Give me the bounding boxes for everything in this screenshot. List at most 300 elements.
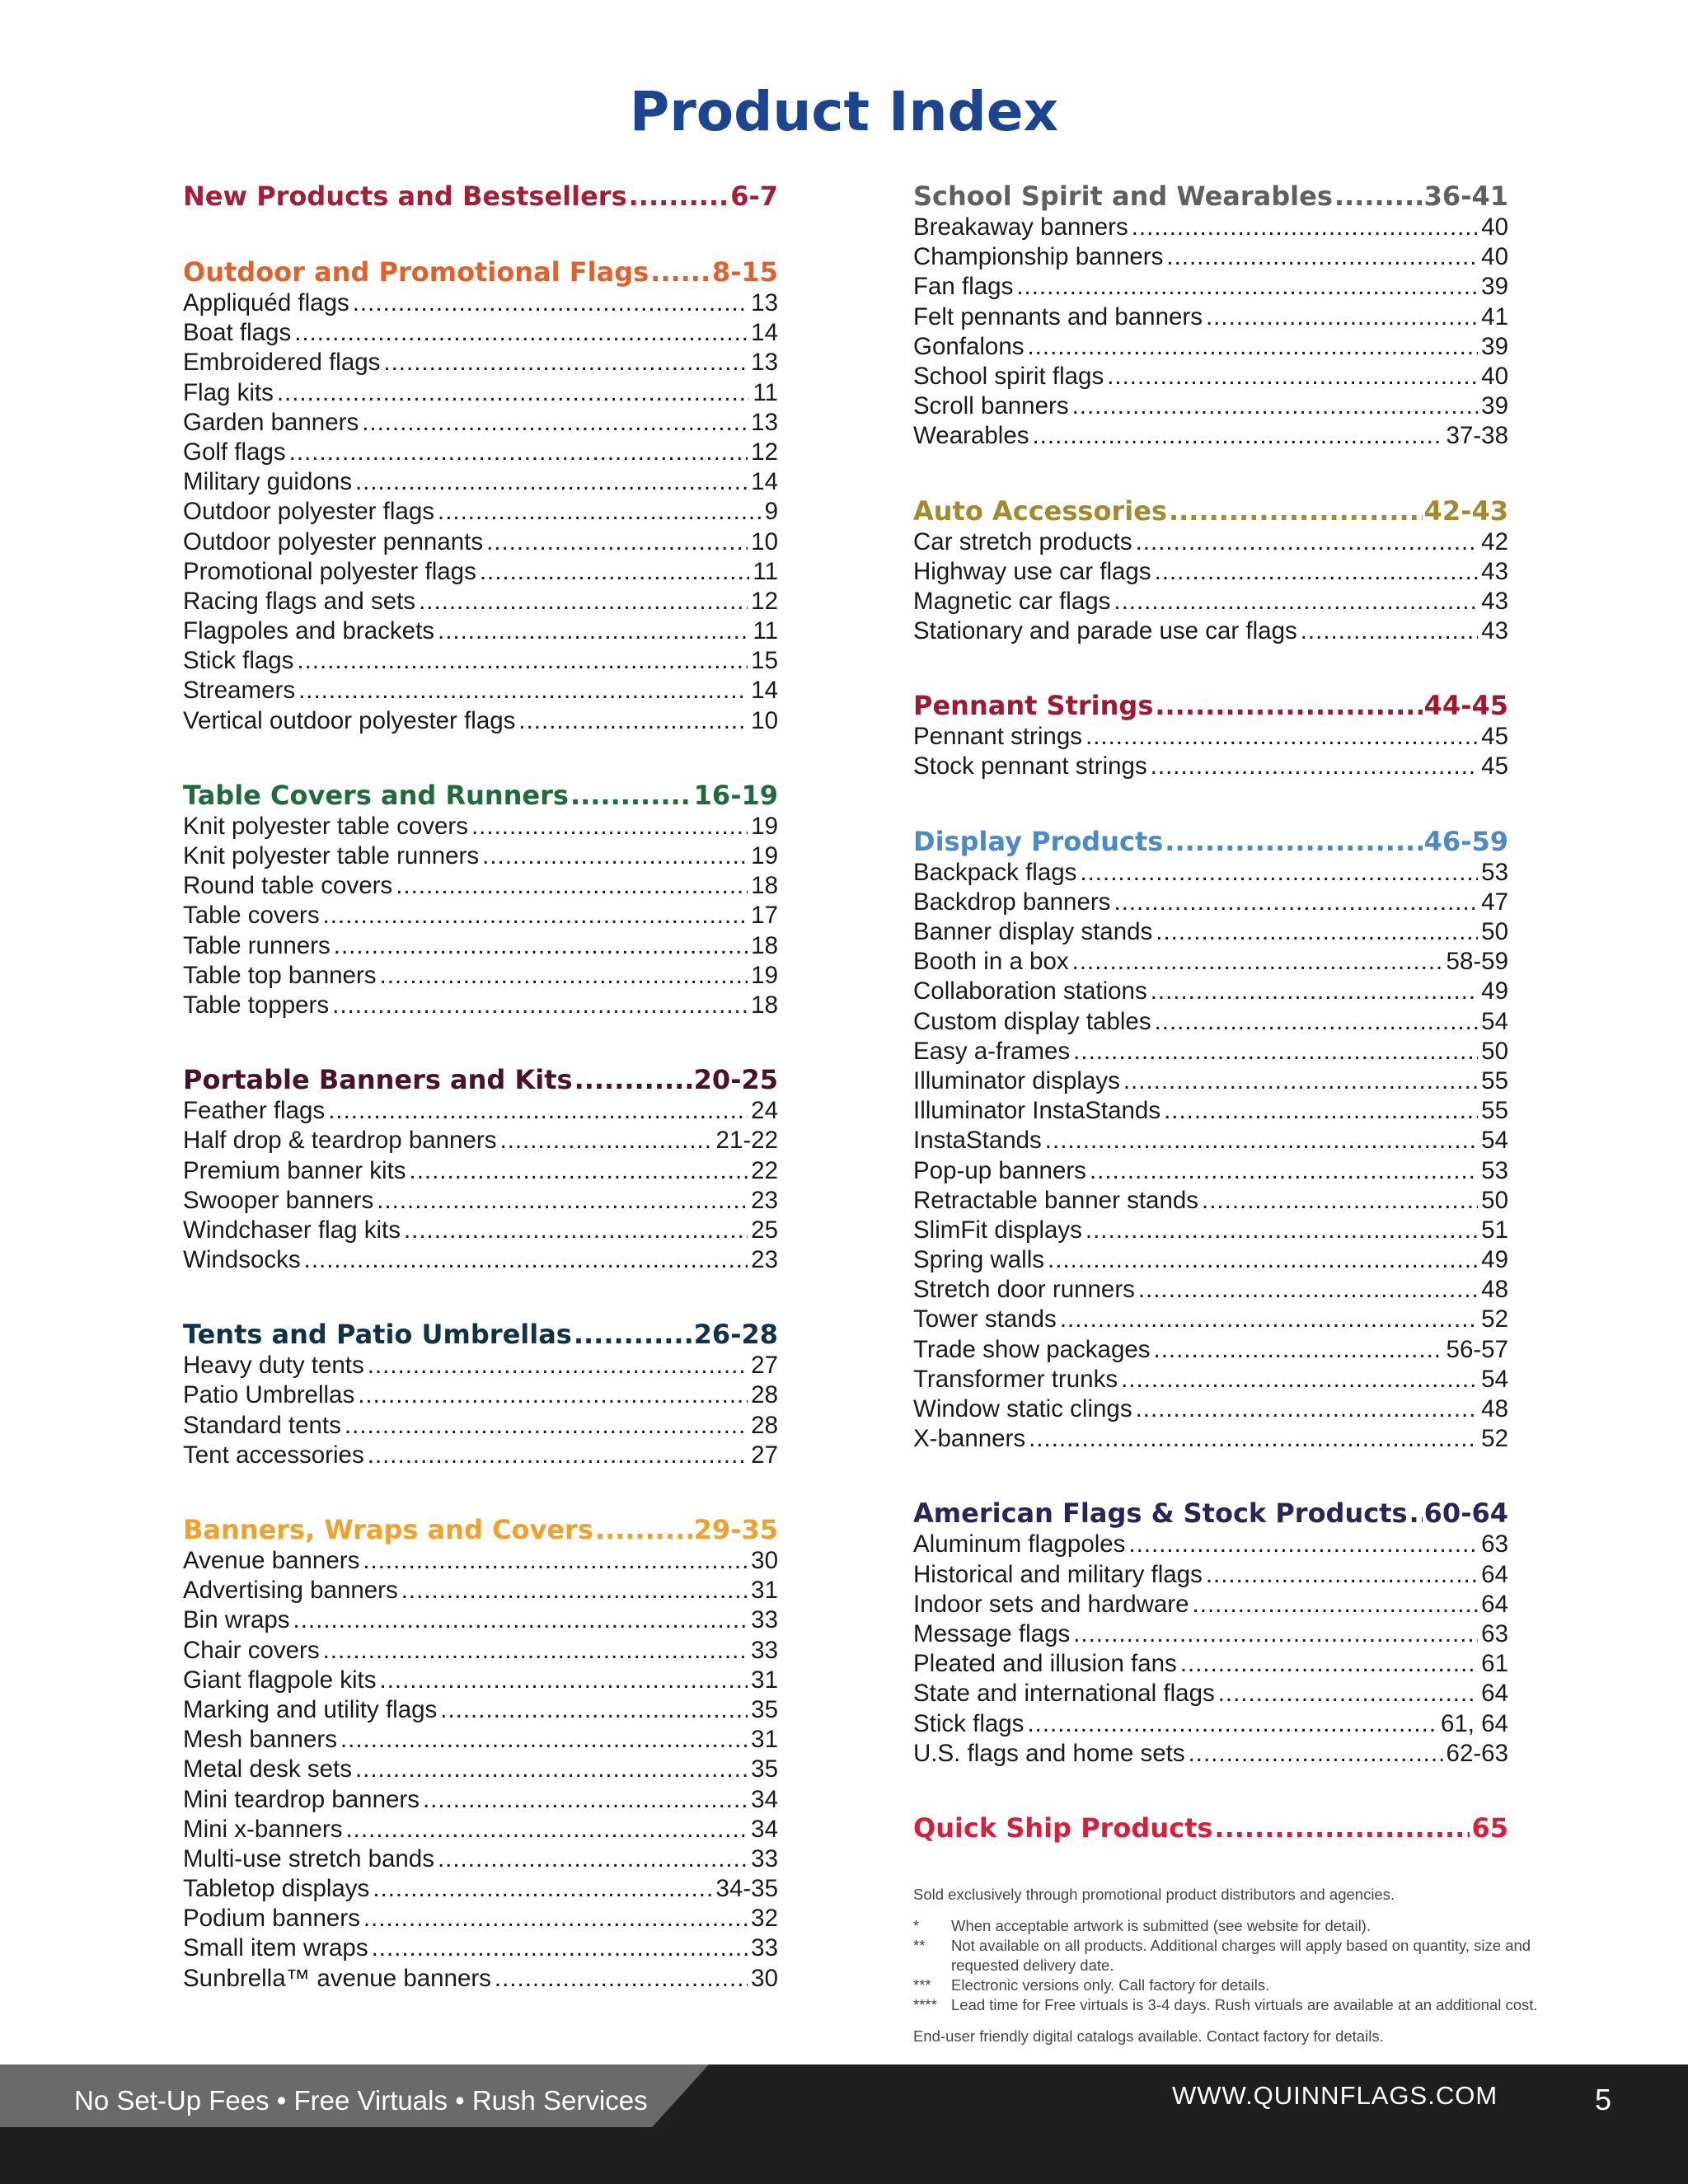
leader-dots: [1027, 1709, 1437, 1739]
entry-page: 40: [1481, 213, 1508, 241]
entry-label: Table toppers: [183, 991, 330, 1019]
entry-label: Sunbrella™ avenue banners: [183, 1964, 491, 1992]
index-entry[interactable]: [913, 1156, 1508, 1186]
page-title: Product Index: [629, 80, 1059, 143]
entry-label: Tower stands: [913, 1305, 1057, 1333]
entry-page: 41: [1481, 302, 1508, 330]
index-entry[interactable]: [183, 1636, 778, 1666]
index-entry[interactable]: [183, 676, 778, 705]
entry-page: 54: [1481, 1007, 1508, 1035]
leader-dots: [486, 527, 748, 557]
index-entry[interactable]: [913, 858, 1508, 888]
section-pages: 60-64: [1423, 1497, 1508, 1530]
section-heading[interactable]: [183, 1063, 778, 1096]
index-entry[interactable]: [183, 1351, 778, 1380]
entry-label: Scroll banners: [913, 392, 1069, 420]
entry-page: 47: [1481, 888, 1508, 916]
entry-page: 40: [1481, 243, 1508, 271]
leader-dots: [358, 1380, 748, 1410]
index-section: [913, 180, 1508, 452]
section-pages: 26-28: [693, 1319, 778, 1351]
entry-page: 43: [1481, 557, 1508, 585]
index-entry[interactable]: [183, 1441, 778, 1470]
entry-label: Historical and military flags: [913, 1560, 1203, 1588]
footnote-mark: ****: [913, 1996, 937, 2013]
index-entry[interactable]: [183, 1904, 778, 1933]
footer-bar: [0, 2064, 1688, 2184]
index-entry[interactable]: [183, 288, 778, 318]
leader-dots: [1206, 1560, 1478, 1590]
entry-label: Booth in a box: [913, 948, 1069, 976]
index-entry[interactable]: [913, 1739, 1508, 1769]
index-entry[interactable]: [913, 947, 1508, 977]
entry-label: Tabletop displays: [183, 1875, 370, 1903]
entry-page: 50: [1481, 1037, 1508, 1065]
entry-label: Mini teardrop banners: [183, 1785, 420, 1813]
index-entry[interactable]: [183, 931, 778, 961]
index-entry[interactable]: [183, 841, 778, 871]
entry-label: Military guidons: [183, 468, 352, 496]
entry-label: Spring walls: [913, 1246, 1045, 1274]
leader-dots: [438, 616, 749, 646]
entry-label: Feather flags: [183, 1097, 326, 1125]
entry-label: Podium banners: [183, 1905, 360, 1933]
entry-label: Indoor sets and hardware: [913, 1590, 1189, 1618]
index-entry[interactable]: [183, 1216, 778, 1245]
entry-page: 35: [751, 1695, 778, 1723]
leader-dots: [1029, 1424, 1478, 1454]
leader-dots: [1073, 1619, 1478, 1649]
entry-page: 54: [1481, 1127, 1508, 1155]
index-entry[interactable]: [183, 408, 778, 438]
index-entry[interactable]: [913, 722, 1508, 752]
entry-page: 50: [1481, 918, 1508, 945]
entry-page: 14: [751, 677, 778, 705]
entry-label: SlimFit displays: [913, 1216, 1082, 1244]
entry-label: Transformer trunks: [913, 1365, 1118, 1393]
section-heading[interactable]: [183, 779, 778, 812]
leader-dots: [1151, 977, 1478, 1006]
index-entry[interactable]: [913, 1096, 1508, 1126]
entry-page: 33: [751, 1606, 778, 1634]
index-entry[interactable]: [183, 1815, 778, 1844]
index-entry[interactable]: [913, 421, 1508, 451]
leader-dots: [410, 1156, 748, 1186]
entry-page: 62-63: [1446, 1739, 1508, 1767]
index-entry[interactable]: [913, 1216, 1508, 1245]
leader-dots: [1123, 1066, 1478, 1096]
index-entry[interactable]: [913, 587, 1508, 616]
section-title: Outdoor and Promotional Flags: [183, 256, 649, 288]
entry-label: Championship banners: [913, 243, 1164, 271]
index-entry[interactable]: [913, 1679, 1508, 1708]
footnote-mark: **: [913, 1937, 926, 1954]
index-entry[interactable]: [913, 1007, 1508, 1037]
entry-page: 64: [1481, 1560, 1508, 1588]
entry-page: 27: [751, 1441, 778, 1469]
entry-label: Breakaway banners: [913, 213, 1128, 241]
entry-label: Pop-up banners: [913, 1156, 1086, 1184]
entry-page: 11: [753, 378, 778, 406]
index-entry[interactable]: [183, 1605, 778, 1635]
leader-dots: [1136, 527, 1479, 557]
leader-dots: [1027, 332, 1478, 362]
index-entry[interactable]: [913, 1590, 1508, 1619]
leader-dots: [1166, 242, 1478, 272]
section-heading[interactable]: [913, 1811, 1508, 1844]
index-entry[interactable]: [183, 706, 778, 736]
index-entry[interactable]: [183, 871, 778, 901]
entry-page: 19: [751, 812, 778, 840]
index-entry[interactable]: [913, 1335, 1508, 1365]
entry-label: Appliquéd flags: [183, 289, 349, 316]
entry-page: 45: [1481, 723, 1508, 751]
entry-label: Collaboration stations: [913, 977, 1147, 1005]
index-entry[interactable]: [913, 1186, 1508, 1216]
section-pages: 44-45: [1423, 690, 1508, 722]
entry-label: Mesh banners: [183, 1726, 337, 1754]
entry-label: Boat flags: [183, 319, 292, 347]
index-section: [183, 255, 778, 736]
index-entry[interactable]: [183, 378, 778, 408]
entry-page: 23: [751, 1186, 778, 1214]
section-pages: 36-41: [1423, 180, 1508, 212]
index-entry[interactable]: [183, 1933, 778, 1963]
index-entry[interactable]: [913, 752, 1508, 781]
leader-dots: [289, 438, 748, 467]
index-entry[interactable]: [183, 901, 778, 930]
entry-page: 39: [1481, 273, 1508, 301]
leader-dots: [650, 255, 710, 288]
section-heading[interactable]: [183, 1513, 778, 1546]
leader-dots: [1138, 1275, 1478, 1305]
leader-dots: [293, 1605, 748, 1635]
index-section: [913, 494, 1508, 647]
leader-dots: [1090, 1156, 1478, 1186]
entry-label: Backpack flags: [913, 858, 1077, 886]
leader-dots: [340, 1725, 748, 1755]
leader-dots: [1155, 557, 1479, 587]
index-entry[interactable]: [913, 1126, 1508, 1155]
footnote: [913, 1975, 1589, 1995]
index-entry[interactable]: [913, 362, 1508, 391]
leader-dots: [1206, 302, 1478, 332]
index-section: [183, 1063, 778, 1275]
entry-page: 54: [1481, 1365, 1508, 1393]
index-entry[interactable]: [183, 1576, 778, 1605]
entry-label: Promotional polyester flags: [183, 557, 476, 585]
entry-page: 64: [1481, 1590, 1508, 1618]
index-entry[interactable]: [913, 1305, 1508, 1334]
leader-dots: [1121, 1365, 1478, 1394]
index-entry[interactable]: [913, 1037, 1508, 1066]
index-entry[interactable]: [183, 497, 778, 527]
index-entry[interactable]: [183, 616, 778, 646]
leader-dots: [1072, 391, 1479, 421]
leader-dots: [518, 706, 748, 736]
entry-label: Flag kits: [183, 378, 274, 406]
index-entry[interactable]: [913, 1649, 1508, 1679]
index-entry[interactable]: [913, 1560, 1508, 1590]
index-entry[interactable]: [183, 438, 778, 467]
index-entry[interactable]: [183, 1725, 778, 1755]
entry-page: 50: [1481, 1186, 1508, 1214]
index-entry[interactable]: [183, 991, 778, 1020]
index-entry[interactable]: [913, 332, 1508, 362]
leader-dots: [1016, 272, 1478, 302]
leader-dots: [304, 1245, 748, 1275]
leader-dots: [595, 1513, 692, 1546]
section-pages: 20-25: [693, 1064, 778, 1096]
index-section: [183, 1318, 778, 1470]
footnote-text: When acceptable artwork is submitted (see website for detail).: [951, 1917, 1371, 1934]
section-pages: 65: [1471, 1811, 1508, 1844]
entry-label: Stationary and parade use car flags: [913, 617, 1297, 645]
section-title: Table Covers and Runners: [183, 779, 569, 811]
entry-page: 11: [753, 617, 778, 645]
index-entry[interactable]: [183, 467, 778, 497]
leader-dots: [1164, 1096, 1478, 1126]
index-entry[interactable]: [913, 1394, 1508, 1424]
leader-dots: [404, 1216, 748, 1245]
leader-dots: [1214, 1811, 1470, 1844]
entry-label: Table covers: [183, 902, 320, 930]
entry-label: Tent accessories: [183, 1441, 364, 1469]
leader-dots: [1193, 1590, 1479, 1619]
entry-label: Windsocks: [183, 1246, 301, 1274]
entry-label: Retractable banner stands: [913, 1186, 1199, 1214]
entry-page: 28: [751, 1411, 778, 1439]
entry-page: 22: [751, 1156, 778, 1184]
index-entry[interactable]: [183, 1186, 778, 1216]
leader-dots: [1180, 1649, 1478, 1679]
leader-dots: [499, 1126, 712, 1155]
index-entry[interactable]: [183, 1245, 778, 1275]
footnote-mark: *: [913, 1917, 920, 1934]
index-entry[interactable]: [913, 272, 1508, 302]
leader-dots: [383, 348, 748, 377]
index-entry[interactable]: [183, 1844, 778, 1874]
index-entry[interactable]: [913, 242, 1508, 272]
leader-dots: [1301, 616, 1478, 646]
entry-page: 25: [751, 1216, 778, 1244]
entry-page: 18: [751, 931, 778, 959]
entry-page: 53: [1481, 858, 1508, 886]
leader-dots: [377, 1186, 748, 1216]
entry-label: Highway use car flags: [913, 557, 1151, 585]
index-entry[interactable]: [913, 1709, 1508, 1739]
index-entry[interactable]: [913, 917, 1508, 947]
index-entry[interactable]: [183, 1755, 778, 1784]
section-heading[interactable]: [913, 494, 1508, 527]
index-entry[interactable]: [913, 1530, 1508, 1559]
footnote: [913, 1916, 1589, 1936]
leader-dots: [1080, 858, 1478, 888]
index-entry[interactable]: [913, 977, 1508, 1006]
entry-page: 61, 64: [1440, 1709, 1508, 1737]
entry-label: U.S. flags and home sets: [913, 1739, 1185, 1767]
entry-page: 21-22: [715, 1127, 778, 1155]
entry-page: 30: [751, 1964, 778, 1992]
entry-label: Pleated and illusion fans: [913, 1650, 1177, 1678]
footer-website-link[interactable]: WWW.QUINNFLAGS.COM: [1172, 2081, 1498, 2110]
index-entry[interactable]: [183, 961, 778, 991]
index-entry[interactable]: [913, 1275, 1508, 1305]
entry-label: Racing flags and sets: [183, 587, 416, 615]
entry-page: 52: [1481, 1305, 1508, 1333]
entry-page: 24: [751, 1097, 778, 1125]
entry-page: 39: [1481, 332, 1508, 360]
entry-page: 55: [1481, 1097, 1508, 1125]
entry-page: 52: [1481, 1425, 1508, 1453]
index-entry[interactable]: [183, 1666, 778, 1695]
index-entry[interactable]: [183, 1380, 778, 1410]
index-entry[interactable]: [913, 391, 1508, 421]
leader-dots: [1202, 1186, 1478, 1216]
index-entry[interactable]: [913, 1245, 1508, 1275]
section-heading[interactable]: [913, 825, 1508, 858]
leader-dots: [1085, 1216, 1478, 1245]
distribution-note: Sold exclusively through promotional product distributors and agencies.: [913, 1886, 1395, 1903]
entry-label: Illuminator InstaStands: [913, 1097, 1161, 1125]
index-entry[interactable]: [913, 213, 1508, 242]
index-entry[interactable]: [183, 1096, 778, 1126]
index-entry[interactable]: [183, 527, 778, 557]
leader-dots: [1085, 722, 1478, 752]
leader-dots: [1165, 825, 1422, 858]
digital-catalog-note: End-user friendly digital catalogs available. Contact factory for details.: [913, 2027, 1384, 2045]
index-section: [913, 825, 1508, 1455]
leader-dots: [373, 1874, 712, 1904]
entry-page: 27: [751, 1352, 778, 1380]
entry-page: 64: [1481, 1680, 1508, 1708]
entry-label: Aluminum flagpoles: [913, 1530, 1126, 1558]
index-entry[interactable]: [183, 1695, 778, 1725]
section-heading[interactable]: [913, 689, 1508, 722]
index-entry[interactable]: [183, 587, 778, 616]
section-title: Pennant Strings: [913, 690, 1154, 722]
section-heading[interactable]: [913, 1497, 1508, 1530]
entry-page: 34-35: [715, 1875, 778, 1903]
index-entry[interactable]: [183, 348, 778, 377]
index-entry[interactable]: [913, 616, 1508, 646]
entry-label: Table runners: [183, 931, 331, 959]
entry-label: Stick flags: [183, 647, 294, 675]
index-entry[interactable]: [183, 1126, 778, 1155]
index-entry[interactable]: [183, 1156, 778, 1186]
leader-dots: [345, 1815, 748, 1844]
entry-page: 15: [751, 647, 778, 675]
entry-label: Stretch door runners: [913, 1276, 1135, 1304]
section-heading[interactable]: [183, 180, 778, 213]
entry-page: 17: [751, 902, 778, 930]
leader-dots: [345, 1411, 748, 1441]
index-entry[interactable]: [183, 557, 778, 587]
index-entry[interactable]: [183, 1411, 778, 1441]
section-heading[interactable]: [913, 180, 1508, 213]
index-entry[interactable]: [183, 812, 778, 841]
entry-page: 39: [1481, 392, 1508, 420]
entry-page: 34: [751, 1815, 778, 1843]
leader-dots: [1169, 494, 1423, 527]
entry-page: 12: [751, 587, 778, 615]
index-entry[interactable]: [913, 1066, 1508, 1096]
index-entry[interactable]: [913, 1365, 1508, 1394]
leader-dots: [298, 676, 748, 705]
leader-dots: [1334, 180, 1423, 213]
section-pages: 16-19: [693, 779, 778, 811]
index-entry[interactable]: [183, 1546, 778, 1576]
entry-page: 31: [751, 1726, 778, 1754]
leader-dots: [1189, 1739, 1443, 1769]
entry-page: 43: [1481, 617, 1508, 645]
leader-dots: [438, 1844, 748, 1874]
entry-page: 14: [751, 468, 778, 496]
index-entry[interactable]: [913, 302, 1508, 332]
entry-page: 13: [751, 289, 778, 316]
leader-dots: [1151, 752, 1478, 781]
index-entry[interactable]: [913, 1424, 1508, 1454]
entry-label: State and international flags: [913, 1680, 1215, 1708]
index-entry[interactable]: [913, 1619, 1508, 1649]
index-entry[interactable]: [183, 1785, 778, 1815]
leader-dots: [480, 557, 750, 587]
entry-page: 13: [751, 408, 778, 436]
leader-dots: [362, 408, 748, 438]
entry-label: Window static clings: [913, 1395, 1132, 1422]
entry-label: Standard tents: [183, 1411, 341, 1439]
index-entry[interactable]: [183, 1874, 778, 1904]
entry-label: Pennant strings: [913, 723, 1082, 751]
index-section: [183, 779, 778, 1020]
entry-label: Giant flagpole kits: [183, 1666, 377, 1694]
entry-label: Stick flags: [913, 1709, 1025, 1737]
entry-label: Outdoor polyester pennants: [183, 527, 484, 555]
footnote: [913, 1995, 1589, 2015]
leader-dots: [1114, 888, 1478, 917]
index-entry[interactable]: [913, 557, 1508, 587]
section-heading[interactable]: [183, 1318, 778, 1351]
entry-label: Illuminator displays: [913, 1066, 1120, 1094]
entry-label: Message flags: [913, 1619, 1071, 1647]
entry-label: Stock pennant strings: [913, 752, 1147, 780]
index-entry[interactable]: [183, 646, 778, 676]
entry-label: Backdrop banners: [913, 888, 1111, 916]
leader-dots: [380, 961, 748, 991]
leader-dots: [1156, 917, 1478, 947]
index-entry[interactable]: [183, 1964, 778, 1994]
index-entry[interactable]: [913, 527, 1508, 557]
index-entry[interactable]: [913, 888, 1508, 917]
entry-page: 19: [751, 842, 778, 869]
entry-page: 23: [751, 1246, 778, 1274]
section-heading[interactable]: [183, 255, 778, 288]
leader-dots: [372, 1933, 748, 1963]
entry-label: Vertical outdoor polyester flags: [183, 706, 516, 734]
leader-dots: [401, 1576, 748, 1605]
leader-dots: [277, 378, 750, 408]
leader-dots: [1045, 1126, 1478, 1155]
leader-dots: [368, 1441, 748, 1470]
index-entry[interactable]: [183, 318, 778, 348]
entry-label: Felt pennants and banners: [913, 302, 1203, 330]
entry-label: Gonfalons: [913, 332, 1025, 360]
entry-page: 32: [751, 1905, 778, 1933]
leader-dots: [1155, 1007, 1479, 1037]
entry-label: Car stretch products: [913, 527, 1132, 555]
section-title: Banners, Wraps and Covers: [183, 1514, 593, 1545]
entry-page: 40: [1481, 362, 1508, 390]
